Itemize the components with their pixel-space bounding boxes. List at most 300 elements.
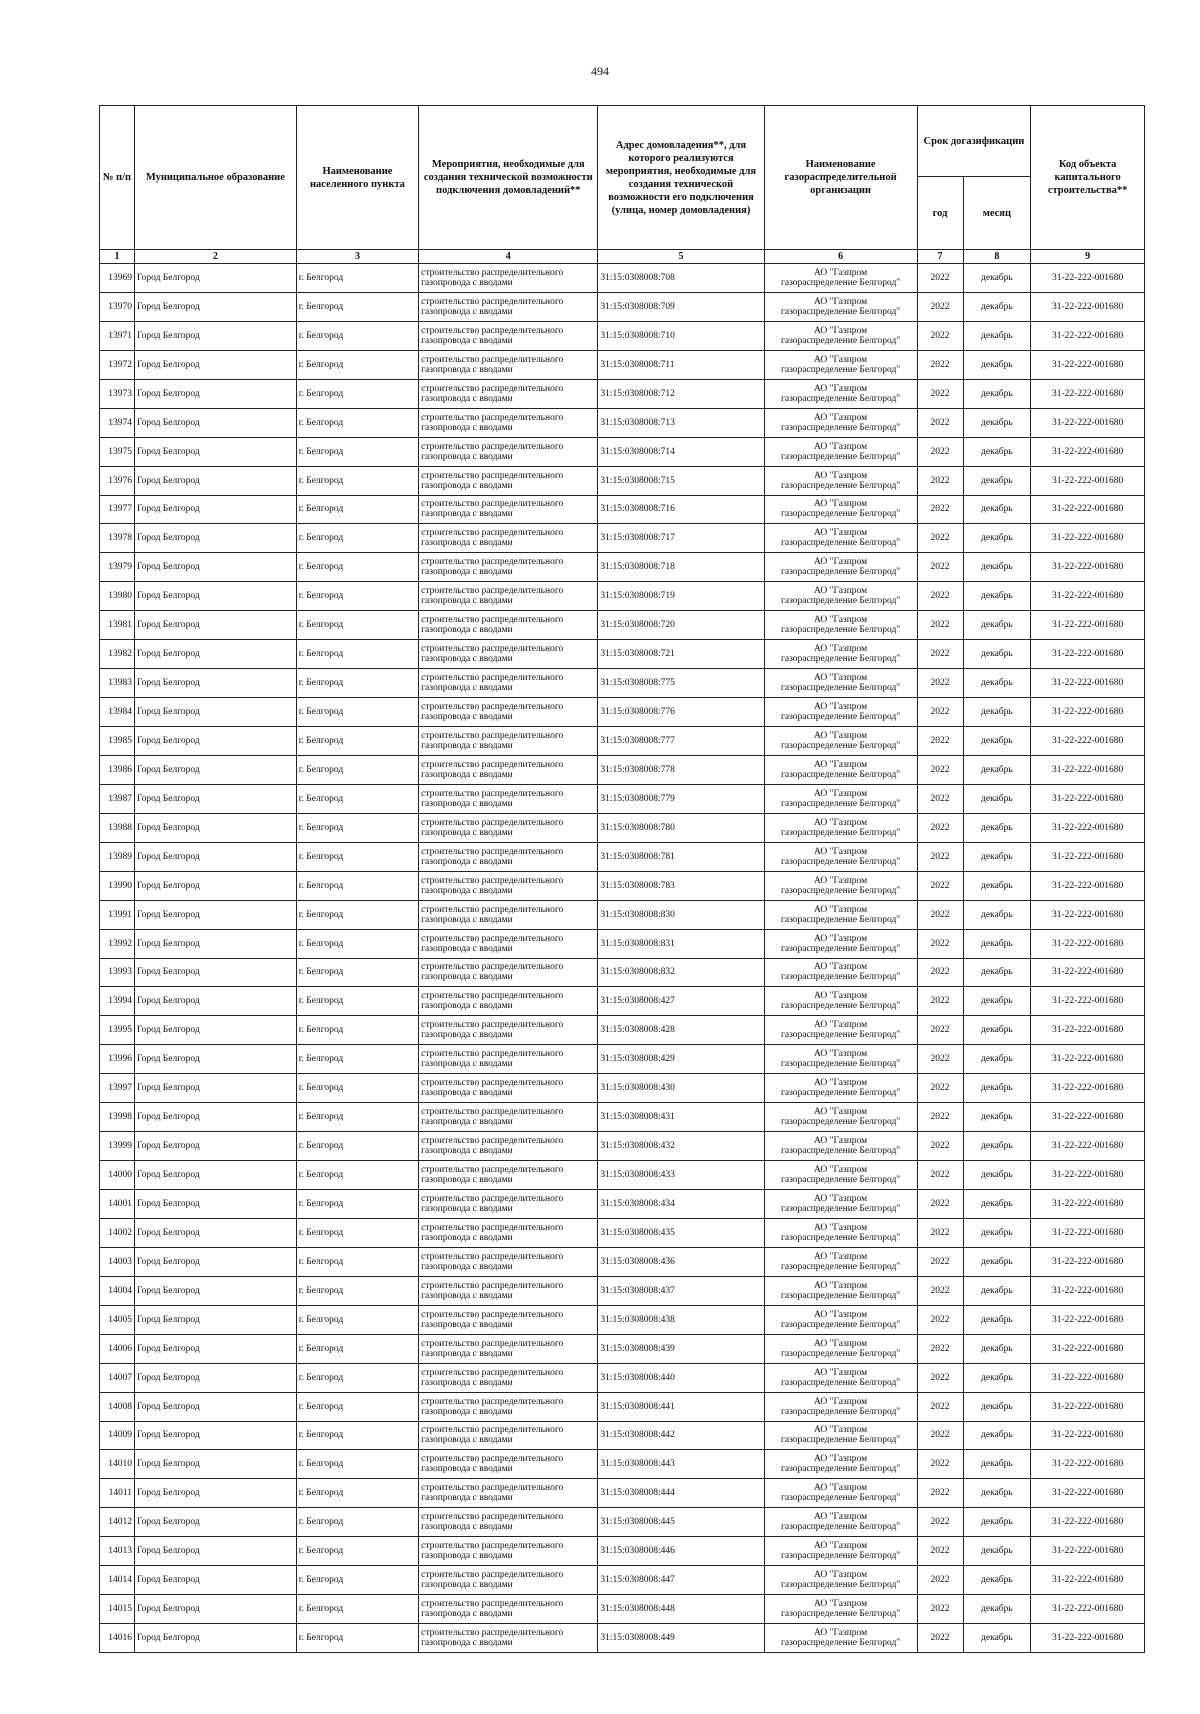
measure-cell-line: газопровода с вводами (421, 625, 513, 636)
year-cell: 2022 (917, 871, 963, 900)
row-number: 14005 (100, 1305, 135, 1334)
row-number: 13978 (100, 524, 135, 553)
year-cell: 2022 (917, 929, 963, 958)
organization-cell (764, 842, 917, 871)
municipality-cell: Город Белгород (134, 321, 296, 350)
municipality-cell: Город Белгород (134, 1218, 296, 1247)
measure-cell (419, 379, 598, 408)
month-cell: декабрь (963, 611, 1031, 640)
organization-cell-line: АО "Газпром (814, 1483, 868, 1494)
organization-cell (764, 1016, 917, 1045)
year-cell: 2022 (917, 1247, 963, 1276)
municipality-cell: Город Белгород (134, 1363, 296, 1392)
organization-cell (764, 958, 917, 987)
code-cell: 31-22-222-001680 (1031, 1479, 1145, 1508)
organization-cell-line: газораспределение Белгород" (780, 798, 901, 809)
settlement-cell: г. Белгород (296, 1537, 418, 1566)
settlement-cell: г. Белгород (296, 408, 418, 437)
organization-cell-line: АО "Газпром (814, 1251, 868, 1262)
year-cell: 2022 (917, 1421, 963, 1450)
organization-cell (764, 1450, 917, 1479)
measure-cell (419, 292, 598, 321)
settlement-cell: г. Белгород (296, 1595, 418, 1624)
row-number: 13975 (100, 437, 135, 466)
organization-cell (764, 929, 917, 958)
table-row (100, 987, 1145, 1016)
settlement-cell: г. Белгород (296, 842, 418, 871)
row-number: 13989 (100, 842, 135, 871)
month-cell: декабрь (963, 813, 1031, 842)
measure-cell-line: строительство распределительного (421, 1570, 564, 1581)
measure-cell (419, 1334, 598, 1363)
organization-cell-line: газораспределение Белгород" (780, 914, 901, 925)
year-cell: 2022 (917, 1595, 963, 1624)
year-cell: 2022 (917, 1103, 963, 1132)
address-cell: 31:15:0308008:714 (598, 437, 764, 466)
settlement-cell: г. Белгород (296, 813, 418, 842)
organization-cell (764, 524, 917, 553)
measure-cell-line: строительство распределительного (421, 499, 564, 510)
row-number: 13981 (100, 611, 135, 640)
municipality-cell: Город Белгород (134, 727, 296, 756)
table-row (100, 1218, 1145, 1247)
settlement-cell: г. Белгород (296, 640, 418, 669)
row-number: 14016 (100, 1624, 135, 1653)
measure-cell-line: строительство распределительного (421, 296, 564, 307)
year-cell: 2022 (917, 292, 963, 321)
table-row (100, 1450, 1145, 1479)
code-cell: 31-22-222-001680 (1031, 727, 1145, 756)
year-cell: 2022 (917, 640, 963, 669)
settlement-cell: г. Белгород (296, 1305, 418, 1334)
organization-cell-line: газораспределение Белгород" (780, 1030, 901, 1041)
month-cell: декабрь (963, 379, 1031, 408)
municipality-cell: Город Белгород (134, 582, 296, 611)
address-cell: 31:15:0308008:446 (598, 1537, 764, 1566)
measure-cell-line: газопровода с вводами (421, 1406, 513, 1417)
measure-cell-line: газопровода с вводами (421, 480, 513, 491)
column-number: 4 (419, 250, 598, 264)
column-number: 9 (1031, 250, 1145, 264)
table-row (100, 1421, 1145, 1450)
month-cell: декабрь (963, 958, 1031, 987)
organization-cell-line: АО "Газпром (814, 383, 868, 394)
code-cell: 31-22-222-001680 (1031, 1190, 1145, 1219)
measure-cell-line: газопровода с вводами (421, 1493, 513, 1504)
organization-cell-line: газораспределение Белгород" (780, 856, 901, 867)
organization-cell-line: АО "Газпром (814, 1367, 868, 1378)
measure-cell-line: строительство распределительного (421, 1338, 564, 1349)
organization-cell (764, 640, 917, 669)
table-row (100, 408, 1145, 437)
code-cell: 31-22-222-001680 (1031, 1305, 1145, 1334)
settlement-cell: г. Белгород (296, 582, 418, 611)
month-cell: декабрь (963, 1190, 1031, 1219)
organization-cell (764, 1334, 917, 1363)
measure-cell (419, 813, 598, 842)
month-cell: декабрь (963, 495, 1031, 524)
code-cell: 31-22-222-001680 (1031, 1132, 1145, 1161)
organization-cell (764, 437, 917, 466)
row-number: 13997 (100, 1074, 135, 1103)
organization-cell-line: газораспределение Белгород" (780, 393, 901, 404)
organization-cell-line: газораспределение Белгород" (780, 1464, 901, 1475)
code-cell: 31-22-222-001680 (1031, 524, 1145, 553)
organization-cell-line: АО "Газпром (814, 817, 868, 828)
municipality-cell: Город Белгород (134, 1305, 296, 1334)
organization-cell (764, 1392, 917, 1421)
measure-cell (419, 582, 598, 611)
table-row (100, 784, 1145, 813)
organization-cell-line: газораспределение Белгород" (780, 538, 901, 549)
header-address: Адрес домовладения**, для которого реализуются мероприятия, необходимые для создания технической возможности его подключения (улица, номер домовладения) (598, 106, 764, 250)
settlement-cell: г. Белгород (296, 1421, 418, 1450)
measure-cell (419, 1132, 598, 1161)
municipality-cell: Город Белгород (134, 1450, 296, 1479)
organization-cell (764, 408, 917, 437)
table-row (100, 698, 1145, 727)
row-number: 13973 (100, 379, 135, 408)
measure-cell-line: строительство распределительного (421, 1020, 564, 1031)
municipality-cell: Город Белгород (134, 1161, 296, 1190)
year-cell: 2022 (917, 1537, 963, 1566)
row-number: 14014 (100, 1566, 135, 1595)
month-cell: декабрь (963, 871, 1031, 900)
settlement-cell: г. Белгород (296, 1218, 418, 1247)
row-number: 13992 (100, 929, 135, 958)
measure-cell (419, 1161, 598, 1190)
settlement-cell: г. Белгород (296, 1479, 418, 1508)
municipality-cell: Город Белгород (134, 1276, 296, 1305)
measure-cell-line: газопровода с вводами (421, 972, 513, 983)
measure-cell-line: газопровода с вводами (421, 335, 513, 346)
year-cell: 2022 (917, 1363, 963, 1392)
organization-cell-line: АО "Газпром (814, 1628, 868, 1639)
code-cell: 31-22-222-001680 (1031, 1421, 1145, 1450)
year-cell: 2022 (917, 813, 963, 842)
code-cell: 31-22-222-001680 (1031, 813, 1145, 842)
year-cell: 2022 (917, 727, 963, 756)
settlement-cell: г. Белгород (296, 437, 418, 466)
code-cell: 31-22-222-001680 (1031, 698, 1145, 727)
table-row (100, 929, 1145, 958)
row-number: 13994 (100, 987, 135, 1016)
year-cell: 2022 (917, 1276, 963, 1305)
header-organization: Наименование газораспределительной организации (764, 106, 917, 250)
measure-cell-line: газопровода с вводами (421, 1232, 513, 1243)
table-row (100, 1595, 1145, 1624)
code-cell: 31-22-222-001680 (1031, 408, 1145, 437)
organization-cell-line: АО "Газпром (814, 904, 868, 915)
measure-cell (419, 1276, 598, 1305)
table-header (100, 106, 1145, 264)
month-cell: декабрь (963, 755, 1031, 784)
measure-cell-line: строительство распределительного (421, 1136, 564, 1147)
code-cell: 31-22-222-001680 (1031, 987, 1145, 1016)
year-cell: 2022 (917, 582, 963, 611)
code-cell: 31-22-222-001680 (1031, 1537, 1145, 1566)
table-row (100, 553, 1145, 582)
organization-cell-line: газораспределение Белгород" (780, 1609, 901, 1620)
settlement-cell: г. Белгород (296, 1074, 418, 1103)
address-cell: 31:15:0308008:430 (598, 1074, 764, 1103)
address-cell: 31:15:0308008:440 (598, 1363, 764, 1392)
settlement-cell: г. Белгород (296, 1566, 418, 1595)
month-cell: декабрь (963, 669, 1031, 698)
row-number: 13988 (100, 813, 135, 842)
address-cell: 31:15:0308008:778 (598, 755, 764, 784)
row-number: 13976 (100, 466, 135, 495)
table-row (100, 495, 1145, 524)
organization-cell-line: АО "Газпром (814, 470, 868, 481)
row-number: 13982 (100, 640, 135, 669)
organization-cell-line: газораспределение Белгород" (780, 480, 901, 491)
measure-cell-line: газопровода с вводами (421, 1117, 513, 1128)
measure-cell-line: строительство распределительного (421, 267, 564, 278)
organization-cell-line: газораспределение Белгород" (780, 277, 901, 288)
month-cell: декабрь (963, 321, 1031, 350)
row-number: 14006 (100, 1334, 135, 1363)
organization-cell-line: газораспределение Белгород" (780, 1638, 901, 1649)
address-cell: 31:15:0308008:428 (598, 1016, 764, 1045)
measure-cell-line: газопровода с вводами (421, 1088, 513, 1099)
organization-cell (764, 495, 917, 524)
municipality-cell: Город Белгород (134, 640, 296, 669)
organization-cell (764, 1479, 917, 1508)
address-cell: 31:15:0308008:432 (598, 1132, 764, 1161)
address-cell: 31:15:0308008:783 (598, 871, 764, 900)
address-cell: 31:15:0308008:427 (598, 987, 764, 1016)
address-cell: 31:15:0308008:444 (598, 1479, 764, 1508)
code-cell: 31-22-222-001680 (1031, 379, 1145, 408)
measure-cell (419, 611, 598, 640)
municipality-cell: Город Белгород (134, 1045, 296, 1074)
organization-cell-line: газораспределение Белгород" (780, 1117, 901, 1128)
organization-cell-line: газораспределение Белгород" (780, 306, 901, 317)
settlement-cell: г. Белгород (296, 466, 418, 495)
measure-cell-line: газопровода с вводами (421, 1319, 513, 1330)
month-cell: декабрь (963, 1103, 1031, 1132)
row-number: 14004 (100, 1276, 135, 1305)
measure-cell (419, 755, 598, 784)
organization-cell-line: АО "Газпром (814, 1222, 868, 1233)
organization-cell (764, 1363, 917, 1392)
row-number: 14010 (100, 1450, 135, 1479)
organization-cell-line: газораспределение Белгород" (780, 683, 901, 694)
address-cell: 31:15:0308008:710 (598, 321, 764, 350)
address-cell: 31:15:0308008:448 (598, 1595, 764, 1624)
table-row (100, 466, 1145, 495)
code-cell: 31-22-222-001680 (1031, 929, 1145, 958)
month-cell: декабрь (963, 1508, 1031, 1537)
month-cell: декабрь (963, 698, 1031, 727)
settlement-cell: г. Белгород (296, 1016, 418, 1045)
address-cell: 31:15:0308008:718 (598, 553, 764, 582)
address-cell: 31:15:0308008:777 (598, 727, 764, 756)
measure-cell-line: строительство распределительного (421, 1396, 564, 1407)
settlement-cell: г. Белгород (296, 698, 418, 727)
settlement-cell: г. Белгород (296, 1190, 418, 1219)
measure-cell (419, 1016, 598, 1045)
header-num: № п/п (100, 106, 135, 250)
organization-cell-line: АО "Газпром (814, 644, 868, 655)
organization-cell-line: газораспределение Белгород" (780, 712, 901, 723)
table-row (100, 321, 1145, 350)
row-number: 14000 (100, 1161, 135, 1190)
settlement-cell: г. Белгород (296, 900, 418, 929)
code-cell: 31-22-222-001680 (1031, 1508, 1145, 1537)
code-cell: 31-22-222-001680 (1031, 1450, 1145, 1479)
address-cell: 31:15:0308008:832 (598, 958, 764, 987)
municipality-cell: Город Белгород (134, 1537, 296, 1566)
code-cell: 31-22-222-001680 (1031, 264, 1145, 293)
address-cell: 31:15:0308008:434 (598, 1190, 764, 1219)
settlement-cell: г. Белгород (296, 1392, 418, 1421)
row-number: 13969 (100, 264, 135, 293)
year-cell: 2022 (917, 1450, 963, 1479)
code-cell: 31-22-222-001680 (1031, 553, 1145, 582)
year-cell: 2022 (917, 553, 963, 582)
settlement-cell: г. Белгород (296, 1508, 418, 1537)
table-row (100, 582, 1145, 611)
measure-cell (419, 321, 598, 350)
measure-cell-line: газопровода с вводами (421, 596, 513, 607)
code-cell: 31-22-222-001680 (1031, 1074, 1145, 1103)
year-cell: 2022 (917, 611, 963, 640)
organization-cell-line: газораспределение Белгород" (780, 596, 901, 607)
code-cell: 31-22-222-001680 (1031, 1016, 1145, 1045)
table-row (100, 1305, 1145, 1334)
municipality-cell: Город Белгород (134, 350, 296, 379)
measure-cell-line: газопровода с вводами (421, 306, 513, 317)
column-number: 7 (917, 250, 963, 264)
organization-cell-line: газораспределение Белгород" (780, 1261, 901, 1272)
organization-cell (764, 1421, 917, 1450)
organization-cell (764, 727, 917, 756)
organization-cell (764, 1132, 917, 1161)
table-row (100, 524, 1145, 553)
settlement-cell: г. Белгород (296, 1334, 418, 1363)
measure-cell-line: строительство распределительного (421, 1107, 564, 1118)
organization-cell-line: АО "Газпром (814, 1541, 868, 1552)
municipality-cell: Город Белгород (134, 292, 296, 321)
table-row (100, 842, 1145, 871)
code-cell: 31-22-222-001680 (1031, 1624, 1145, 1653)
measure-cell-line: газопровода с вводами (421, 277, 513, 288)
organization-cell-line: газораспределение Белгород" (780, 1580, 901, 1591)
organization-cell-line: АО "Газпром (814, 1338, 868, 1349)
table-row (100, 871, 1145, 900)
measure-cell-line: строительство распределительного (421, 470, 564, 481)
measure-cell (419, 900, 598, 929)
organization-cell (764, 264, 917, 293)
measure-cell-line: газопровода с вводами (421, 1146, 513, 1157)
measure-cell-line: газопровода с вводами (421, 769, 513, 780)
municipality-cell: Город Белгород (134, 958, 296, 987)
row-number: 14002 (100, 1218, 135, 1247)
organization-cell-line: АО "Газпром (814, 788, 868, 799)
year-cell: 2022 (917, 350, 963, 379)
measure-cell (419, 871, 598, 900)
code-cell: 31-22-222-001680 (1031, 1218, 1145, 1247)
table-row (100, 1074, 1145, 1103)
year-cell: 2022 (917, 495, 963, 524)
column-number: 3 (296, 250, 418, 264)
municipality-cell: Город Белгород (134, 1421, 296, 1450)
measure-cell-line: строительство распределительного (421, 933, 564, 944)
municipality-cell: Город Белгород (134, 755, 296, 784)
organization-cell-line: АО "Газпром (814, 1049, 868, 1060)
municipality-cell: Город Белгород (134, 264, 296, 293)
month-cell: декабрь (963, 1421, 1031, 1450)
address-cell: 31:15:0308008:776 (598, 698, 764, 727)
organization-cell-line: газораспределение Белгород" (780, 567, 901, 578)
organization-cell (764, 1566, 917, 1595)
header-settlement: Наименование населенного пункта (296, 106, 418, 250)
month-cell: декабрь (963, 640, 1031, 669)
measure-cell-line: газопровода с вводами (421, 1435, 513, 1446)
municipality-cell: Город Белгород (134, 553, 296, 582)
municipality-cell: Город Белгород (134, 669, 296, 698)
column-number: 2 (134, 250, 296, 264)
address-cell: 31:15:0308008:713 (598, 408, 764, 437)
month-cell: декабрь (963, 408, 1031, 437)
municipality-cell: Город Белгород (134, 1074, 296, 1103)
table-row (100, 1276, 1145, 1305)
organization-cell (764, 784, 917, 813)
organization-cell-line: АО "Газпром (814, 1107, 868, 1118)
header-month: месяц (963, 177, 1031, 250)
measure-cell (419, 1247, 598, 1276)
address-cell: 31:15:0308008:431 (598, 1103, 764, 1132)
year-cell: 2022 (917, 1218, 963, 1247)
measure-cell-line: строительство распределительного (421, 1425, 564, 1436)
row-number: 14008 (100, 1392, 135, 1421)
year-cell: 2022 (917, 408, 963, 437)
organization-cell-line: АО "Газпром (814, 673, 868, 684)
settlement-cell: г. Белгород (296, 1103, 418, 1132)
measure-cell-line: строительство распределительного (421, 1222, 564, 1233)
measure-cell (419, 669, 598, 698)
measure-cell-line: строительство распределительного (421, 528, 564, 539)
measure-cell-line: строительство распределительного (421, 644, 564, 655)
measure-cell-line: газопровода с вводами (421, 1551, 513, 1562)
organization-cell-line: газораспределение Белгород" (780, 1232, 901, 1243)
table-row (100, 1334, 1145, 1363)
measure-cell (419, 1190, 598, 1219)
address-cell: 31:15:0308008:781 (598, 842, 764, 871)
organization-cell-line: АО "Газпром (814, 296, 868, 307)
organization-cell-line: газораспределение Белгород" (780, 1348, 901, 1359)
month-cell: декабрь (963, 784, 1031, 813)
organization-cell-line: АО "Газпром (814, 325, 868, 336)
month-cell: декабрь (963, 350, 1031, 379)
organization-cell-line: АО "Газпром (814, 962, 868, 973)
organization-cell-line: АО "Газпром (814, 1454, 868, 1465)
year-cell: 2022 (917, 1016, 963, 1045)
measure-cell (419, 1421, 598, 1450)
table-row (100, 1479, 1145, 1508)
organization-cell (764, 466, 917, 495)
address-cell: 31:15:0308008:775 (598, 669, 764, 698)
measure-cell-line: строительство распределительного (421, 759, 564, 770)
header-year: год (917, 177, 963, 250)
month-cell: декабрь (963, 900, 1031, 929)
measure-cell (419, 466, 598, 495)
measure-cell-line: строительство распределительного (421, 325, 564, 336)
measure-cell-line: строительство распределительного (421, 354, 564, 365)
organization-cell-line: АО "Газпром (814, 1570, 868, 1581)
